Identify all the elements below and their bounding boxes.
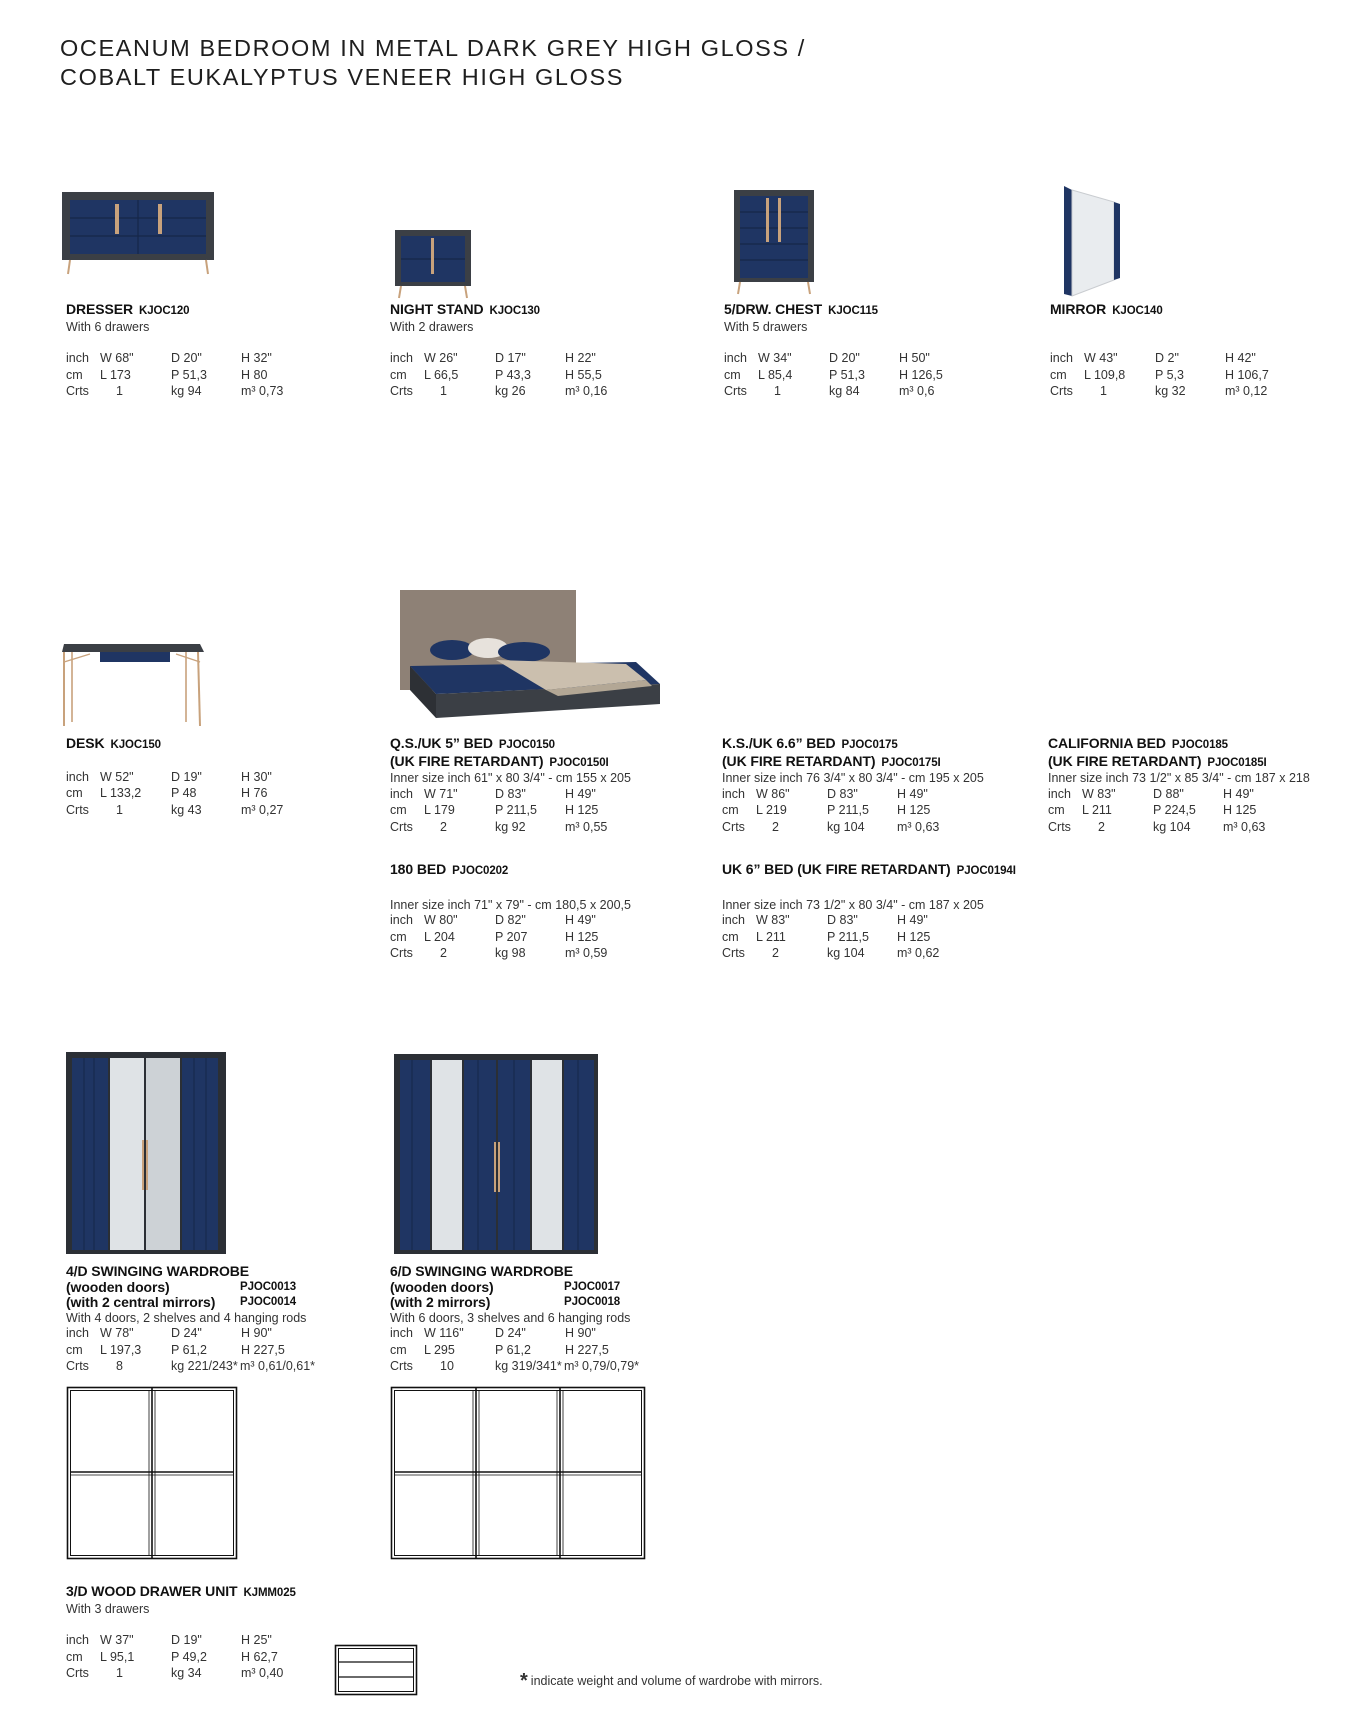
cm-row: cm L 133,2 P 48 H 76 [66, 786, 268, 801]
ks-bed-inner-size: Inner size inch 76 3/4" x 80 3/4" - cm 195 x 205 [722, 771, 984, 786]
inch-row: inch W 34" D 20" H 50" [724, 351, 930, 366]
cm-row: cm L 109,8 P 5,3 H 106,7 [1050, 367, 1269, 382]
night-stand-illustration [393, 228, 475, 300]
crts-row: Crts 1 kg 84 m³ 0,6 [724, 384, 935, 399]
wardrobe4-subtitle: With 4 doors, 2 shelves and 4 hanging rods [66, 1310, 307, 1325]
mirror-title: MIRROR KJOC140 [1050, 301, 1163, 317]
desk-dimensions [66, 770, 336, 820]
drawer-unit-drawing [334, 1644, 418, 1696]
chest-dimensions [724, 351, 994, 401]
qs-bed-inner-size: Inner size inch 61" x 80 3/4" - cm 155 x 205 [390, 771, 631, 786]
dresser-subtitle: With 6 drawers [66, 319, 150, 334]
inch-row: inch W 83" D 83" H 49" [722, 913, 928, 928]
wardrobe4-illustration [64, 1050, 230, 1258]
wardrobe6-dimensions [390, 1326, 660, 1376]
ks-bed-title: K.S./UK 6.6” BED PJOC0175 [722, 735, 898, 751]
cm-row: cm L 179 P 211,5 H 125 [390, 803, 599, 818]
inch-row: inch W 71" D 83" H 49" [390, 786, 596, 801]
wardrobe4-block [66, 1264, 366, 1376]
cm-row: cm L 95,1 P 49,2 H 62,7 [66, 1649, 278, 1664]
page-title [60, 34, 806, 92]
crts-row: Crts 1 kg 32 m³ 0,12 [1050, 384, 1268, 399]
cm-row: cm L 211 P 211,5 H 125 [722, 929, 931, 944]
mirror-illustration [1062, 184, 1124, 298]
footnote-text: indicate weight and volume of wardrobe with mirrors. [530, 1674, 823, 1688]
crts-row: Crts 1 kg 34 m³ 0,40 [66, 1666, 284, 1681]
inch-row: inch W 37" D 19" H 25" [66, 1633, 272, 1648]
crts-row: Crts 1 kg 94 m³ 0,73 [66, 384, 284, 399]
inch-row: inch W 83" D 88" H 49" [1048, 786, 1254, 801]
inch-row: inch W 78" D 24" H 90" [66, 1326, 272, 1341]
inch-row: inch W 52" D 19" H 30" [66, 769, 272, 784]
wardrobe6-wooden-line: (wooden doors) PJOC0017 [390, 1278, 621, 1295]
cm-row: cm L 204 P 207 H 125 [390, 929, 599, 944]
inch-row: inch W 116" D 24" H 90" [390, 1326, 596, 1341]
footnote-star: * [520, 1670, 528, 1692]
cal-bed-inner-size: Inner size inch 73 1/2" x 85 3/4" - cm 187 x 218 [1048, 771, 1310, 786]
crts-row: Crts 10 kg 319/341* m³ 0,79/0,79* [390, 1359, 640, 1374]
wardrobe4-dimensions [66, 1326, 336, 1376]
uk6-bed-title: UK 6” BED (UK FIRE RETARDANT) PJOC0194I [722, 861, 1016, 877]
crts-row: Crts 1 kg 26 m³ 0,16 [390, 384, 608, 399]
crts-row: Crts 2 kg 104 m³ 0,63 [722, 819, 940, 834]
dresser-dimensions [66, 351, 336, 401]
drawer-unit-dimensions [66, 1633, 336, 1683]
crts-row: Crts 2 kg 98 m³ 0,59 [390, 946, 608, 961]
bed-illustration [396, 586, 668, 722]
wardrobe6-mirror-line: (with 2 mirrors) PJOC0018 [390, 1294, 621, 1311]
dresser-illustration [60, 190, 220, 276]
chest-title: 5/DRW. CHEST KJOC115 [724, 301, 878, 317]
night-stand-dimensions [390, 351, 660, 401]
crts-row: Crts 8 kg 221/243* m³ 0,61/0,61* [66, 1359, 316, 1374]
qs-bed-title: Q.S./UK 5” BED PJOC0150 [390, 735, 555, 751]
bed-180-title: 180 BED PJOC0202 [390, 861, 509, 877]
wardrobe6-title: 6/D SWINGING WARDROBE [390, 1263, 574, 1279]
cal-bed-title: CALIFORNIA BED PJOC0185 [1048, 735, 1228, 751]
desk-block [66, 736, 336, 819]
crts-row: Crts 2 kg 92 m³ 0,55 [390, 819, 608, 834]
cal-bed-dimensions [1048, 787, 1318, 837]
page-title-line-2: COBALT EUKALYPTUS VENEER HIGH GLOSS [60, 64, 625, 90]
footnote [520, 1670, 823, 1693]
mirror-dimensions [1050, 351, 1320, 401]
night-stand-title: NIGHT STAND KJOC130 [390, 301, 540, 317]
qs-bed-title-uk: (UK FIRE RETARDANT) PJOC0150I [390, 752, 609, 769]
ks-bed-dimensions [722, 787, 992, 837]
crts-row: Crts 2 kg 104 m³ 0,62 [722, 946, 940, 961]
qs-bed-dimensions [390, 787, 660, 837]
chest-illustration [732, 188, 818, 296]
bed-180-inner-size: Inner size inch 71" x 79" - cm 180,5 x 200,5 [390, 897, 631, 912]
wardrobe6-subtitle: With 6 doors, 3 shelves and 6 hanging rods [390, 1310, 631, 1325]
crts-row: Crts 2 kg 104 m³ 0,63 [1048, 819, 1266, 834]
inch-row: inch W 26" D 17" H 22" [390, 351, 596, 366]
page-title-line-1: OCEANUM BEDROOM IN METAL DARK GREY HIGH GLOSS / [60, 35, 806, 61]
cm-row: cm L 219 P 211,5 H 125 [722, 803, 931, 818]
cm-row: cm L 85,4 P 51,3 H 126,5 [724, 367, 943, 382]
ks-bed-title-uk: (UK FIRE RETARDANT) PJOC0175I [722, 752, 941, 769]
wardrobe6-interior-drawing [390, 1386, 646, 1560]
mirror-block [1050, 302, 1320, 401]
chest-subtitle: With 5 drawers [724, 319, 808, 334]
wardrobe4-wooden-line: (wooden doors) PJOC0013 [66, 1278, 297, 1295]
wardrobe4-mirror-line: (with 2 central mirrors) PJOC0014 [66, 1294, 297, 1311]
bed-180-block [390, 862, 660, 963]
dresser-block [66, 302, 336, 401]
desk-title: DESK KJOC150 [66, 735, 161, 751]
crts-row: Crts 1 kg 43 m³ 0,27 [66, 802, 284, 817]
cm-row: cm L 197,3 P 61,2 H 227,5 [66, 1342, 285, 1357]
cm-row: cm L 173 P 51,3 H 80 [66, 367, 268, 382]
uk6-bed-block [722, 862, 1016, 963]
wardrobe4-title: 4/D SWINGING WARDROBE [66, 1263, 250, 1279]
cm-row: cm L 66,5 P 43,3 H 55,5 [390, 367, 602, 382]
cm-row: cm L 211 P 224,5 H 125 [1048, 803, 1257, 818]
cm-row: cm L 295 P 61,2 H 227,5 [390, 1342, 609, 1357]
inch-row: inch W 86" D 83" H 49" [722, 786, 928, 801]
uk6-bed-dimensions [722, 913, 992, 963]
chest-block [724, 302, 994, 401]
drawer-unit-block [66, 1584, 336, 1683]
qs-bed-block [390, 736, 660, 836]
night-stand-subtitle: With 2 drawers [390, 319, 474, 334]
drawer-unit-title: 3/D WOOD DRAWER UNIT KJMM025 [66, 1583, 296, 1599]
wardrobe6-block [390, 1264, 690, 1376]
cal-bed-block [1048, 736, 1318, 836]
night-stand-block [390, 302, 660, 401]
bed-180-dimensions [390, 913, 660, 963]
wardrobe4-interior-drawing [66, 1386, 238, 1560]
drawer-unit-subtitle: With 3 drawers [66, 1601, 150, 1616]
inch-row: inch W 43" D 2" H 42" [1050, 351, 1256, 366]
wardrobe6-illustration [392, 1052, 602, 1258]
inch-row: inch W 80" D 82" H 49" [390, 913, 596, 928]
inch-row: inch W 68" D 20" H 32" [66, 351, 272, 366]
cal-bed-title-uk: (UK FIRE RETARDANT) PJOC0185I [1048, 752, 1267, 769]
dresser-title: DRESSER KJOC120 [66, 301, 190, 317]
ks-bed-block [722, 736, 992, 836]
desk-illustration [60, 636, 208, 728]
uk6-bed-inner-size: Inner size inch 73 1/2" x 80 3/4" - cm 187 x 205 [722, 897, 984, 912]
